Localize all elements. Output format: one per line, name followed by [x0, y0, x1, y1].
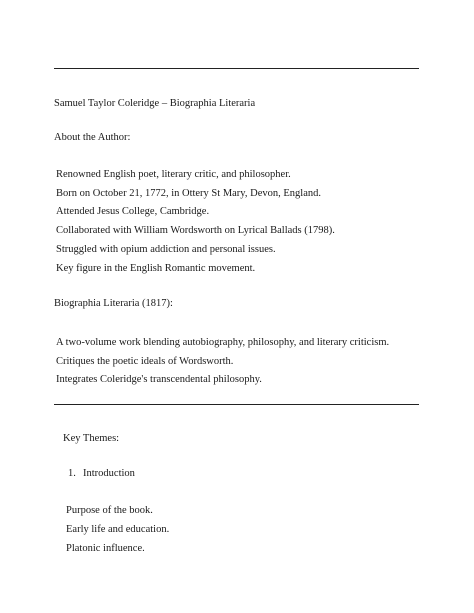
about-heading: About the Author: — [54, 132, 131, 143]
about-item: Born on October 21, 1772, in Ottery St Mary, Devon, England. — [56, 188, 321, 199]
top-rule — [54, 68, 419, 69]
about-item: Attended Jesus College, Cambridge. — [56, 206, 210, 217]
numbered-item-label: Introduction — [83, 468, 135, 479]
middle-rule — [54, 404, 419, 405]
about-item: Renowned English poet, literary critic, and philosopher. — [56, 169, 291, 180]
work-heading: Biographia Literaria (1817): — [54, 298, 173, 309]
work-item: Critiques the poetic ideals of Wordsworth. — [56, 356, 234, 367]
themes-heading: Key Themes: — [63, 433, 120, 444]
work-item: A two-volume work blending autobiography, philosophy, and literary criticism. — [56, 337, 390, 348]
intro-item: Early life and education. — [66, 524, 170, 535]
list-number: 1. — [68, 468, 76, 479]
about-item: Collaborated with William Wordsworth on Lyrical Ballads (1798). — [56, 225, 335, 236]
about-item: Struggled with opium addiction and personal issues. — [56, 244, 276, 255]
intro-item: Platonic influence. — [66, 543, 145, 554]
about-item: Key figure in the English Romantic movement. — [56, 263, 256, 274]
document-title: Samuel Taylor Coleridge – Biographia Literaria — [54, 98, 256, 109]
work-item: Integrates Coleridge's transcendental philosophy. — [56, 374, 262, 385]
intro-item: Purpose of the book. — [66, 505, 153, 516]
